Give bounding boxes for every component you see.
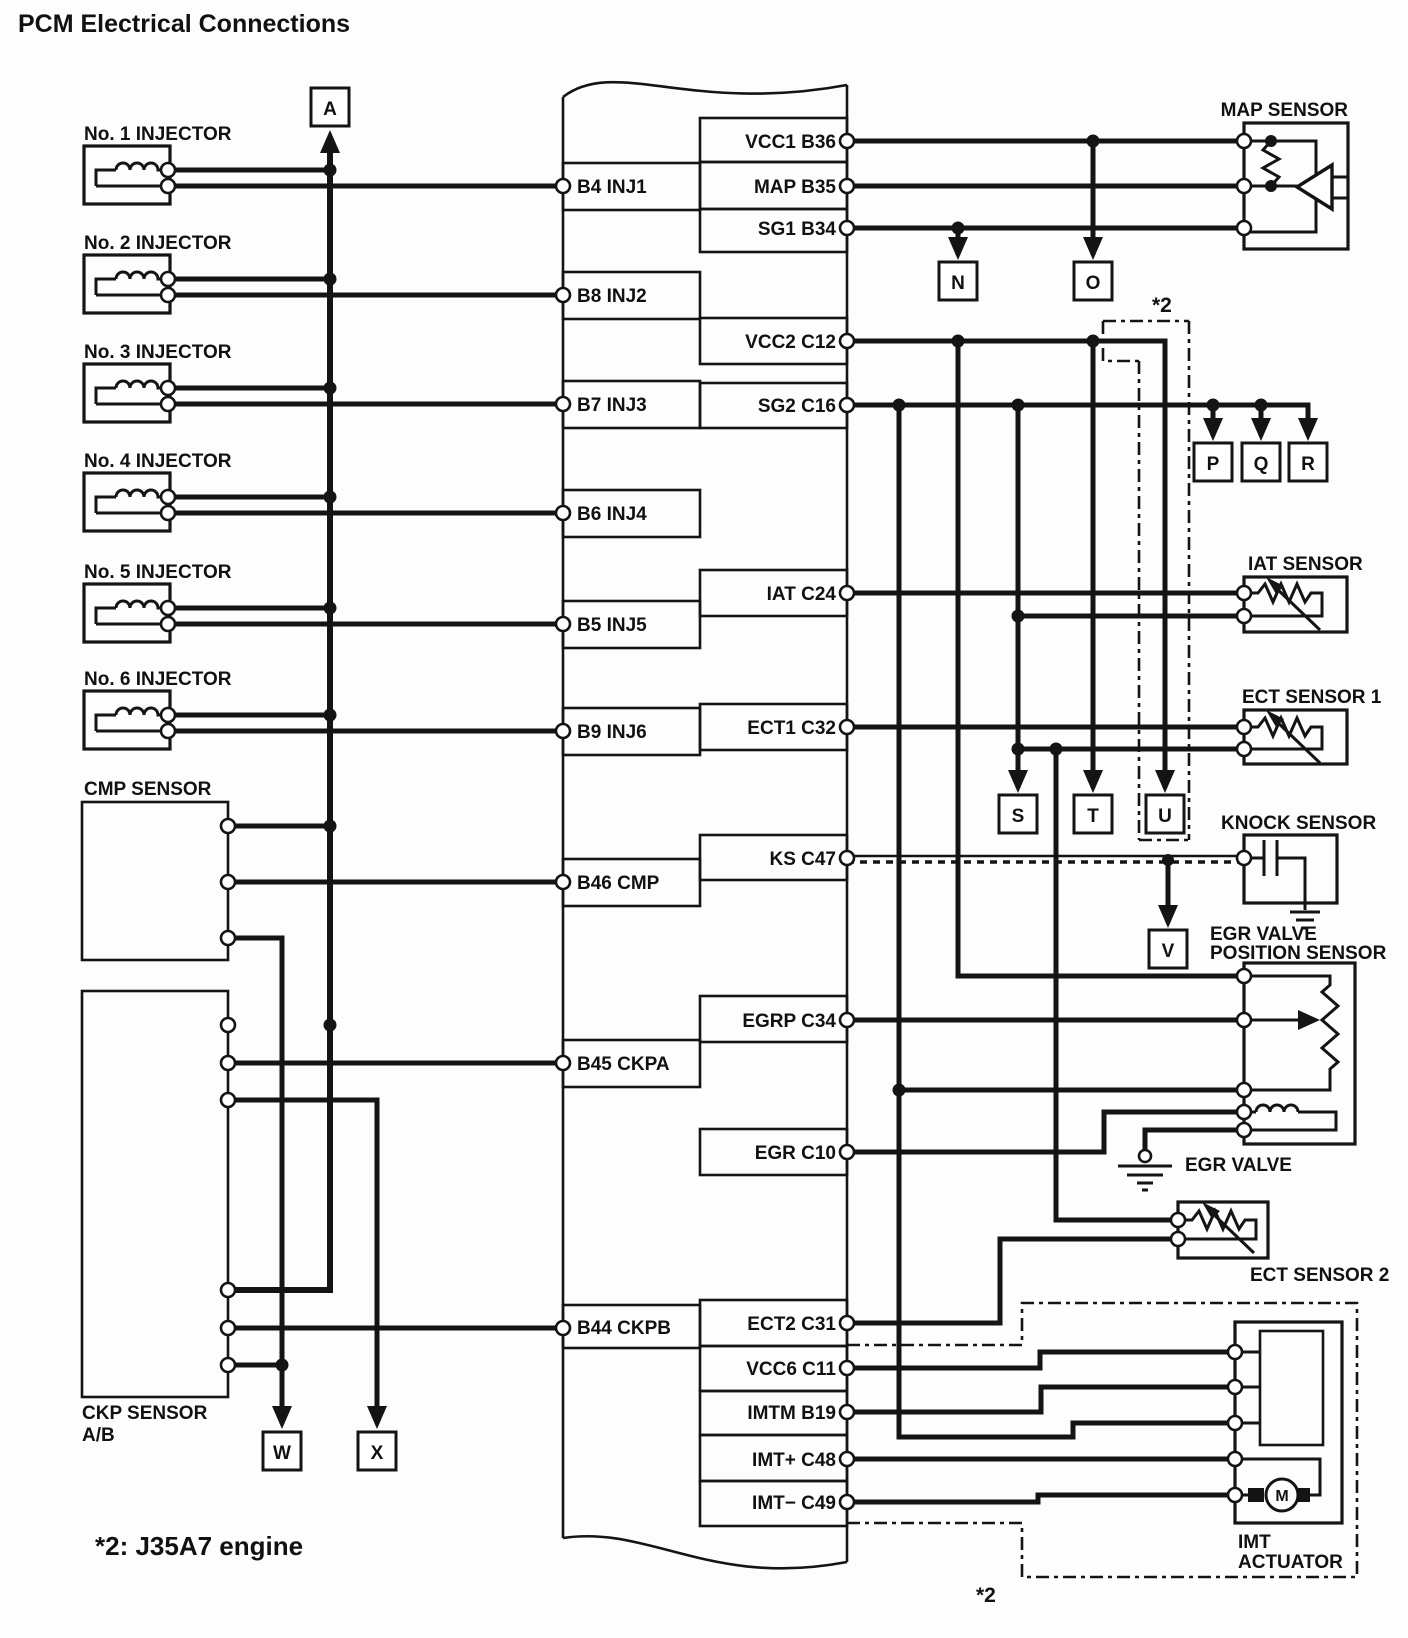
pcm-top-tear [563,82,847,97]
connector-T: T [1087,806,1099,827]
terminal-egr [840,1145,854,1159]
egr-valve-terminal [1237,1105,1251,1119]
imt-actuator-label-2: ACTUATOR [1238,1552,1343,1573]
wire-vcc6-c11 [847,1352,1235,1368]
inj-terminal [161,288,175,302]
imt-terminal [1228,1380,1242,1394]
junction [1207,399,1220,412]
egrp-wiper-arrowhead [1298,1010,1320,1030]
map-resistor-icon [1263,141,1279,186]
wire-imt-minus-c49 [847,1495,1235,1502]
junction [324,1019,337,1032]
map-terminal [1237,221,1251,235]
dashed-box-imt [847,1303,1357,1577]
arrow-to-T [1083,770,1103,793]
ect2-thermistor-icon [1185,1211,1256,1239]
connector-A: A [323,99,337,120]
junction [1012,610,1025,623]
junction [324,382,337,395]
pin-label-sg1-b34: SG1 B34 [757,219,836,240]
arrowheads [272,130,1318,1429]
egr-ground-symbol [1118,1150,1172,1190]
egr-position-valve-box [1244,963,1355,1144]
inj6-coil-icon [96,708,168,731]
injector-5-label: No. 5 INJECTOR [84,562,232,583]
egrp-terminal [1237,969,1251,983]
ect1-terminal [1237,720,1251,734]
pin-label-b5-inj5: B5 INJ5 [577,615,647,636]
terminal-imt-minus [840,1495,854,1509]
connector-S: S [1011,806,1025,827]
junction [324,709,337,722]
connector-O: O [1085,273,1101,294]
terminal-vcc6 [840,1361,854,1375]
inj-terminal [161,272,175,286]
inj-terminal [161,601,175,615]
imt-actuator-core [1260,1331,1323,1445]
wire-vcc2-egrp-feed [958,341,1244,976]
egrp-pot-icon [1249,976,1338,1090]
egr-position-label-1: EGR VALVE [1210,924,1317,945]
pin-label-map-b35: MAP B35 [753,177,836,198]
injector-6-label: No. 6 INJECTOR [84,669,232,690]
wires [168,141,1308,1502]
iat-sensor-label: IAT SENSOR [1248,554,1363,575]
junction [324,820,337,833]
inj1-coil-icon [96,163,168,186]
inj-terminal [161,163,175,177]
imt-motor-letter: M [1275,1488,1289,1505]
ect2-terminal [1171,1213,1185,1227]
pin-label-b8-inj2: B8 INJ2 [577,286,647,307]
cmp-terminal [221,931,235,945]
junction [276,1359,289,1372]
inj-terminal [161,381,175,395]
wire-imtm-b19 [847,1387,1235,1412]
terminal-ect1 [840,720,854,734]
pin-label-b46-cmp: B46 CMP [577,873,660,894]
connector-X: X [370,1443,384,1464]
connector-U: U [1158,806,1172,827]
knock-sensor-internals [1249,840,1320,928]
inj4-coil-icon [96,490,168,513]
page-title: PCM Electrical Connections [18,10,351,38]
junction [1012,399,1025,412]
junction [324,273,337,286]
pin-label-b4-inj1: B4 INJ1 [577,177,647,198]
arrow-to-O [1083,237,1103,260]
egr-ground-bars [1118,1166,1172,1190]
pin-label-egrp-c34: EGRP C34 [742,1011,836,1032]
wire-egr-valve-ground [1145,1130,1244,1150]
arrow-to-W [272,1406,292,1429]
iat-terminal [1237,586,1251,600]
pin-label-b44-ckpb: B44 CKPB [577,1318,671,1339]
inj3-coil-icon [96,381,168,404]
junction [952,335,965,348]
arrow-to-V [1158,905,1178,928]
pin-label-vcc1-b36: VCC1 B36 [745,132,836,153]
inj-terminal [161,397,175,411]
imt-terminal [1228,1488,1242,1502]
junction [1255,399,1268,412]
junction [1087,335,1100,348]
cmp-sensor-label: CMP SENSOR [84,779,212,800]
inj-terminal [161,724,175,738]
map-output-stubs [1332,177,1347,198]
knock-terminal [1237,851,1251,865]
junction [952,222,965,235]
terminal-b5 [556,617,570,631]
arrow-to-N [948,237,968,260]
terminal-imt-plus [840,1452,854,1466]
terminal-b46 [556,875,570,889]
pin-label-imtm-b19: IMTM B19 [747,1403,836,1424]
junction [893,399,906,412]
pin-label-iat-c24: IAT C24 [766,584,836,605]
junction [324,602,337,615]
pin-label-b9-inj6: B9 INJ6 [577,722,647,743]
map-junction-1 [1265,135,1277,147]
terminal-b6 [556,506,570,520]
star2-top-label: *2 [1152,294,1172,317]
terminal-vcc2 [840,334,854,348]
arrow-to-A [320,130,340,153]
iat-terminal [1237,609,1251,623]
arrow-to-U [1155,770,1175,793]
imt-terminal [1228,1345,1242,1359]
inj5-coil-icon [96,601,168,624]
ect2-terminal [1171,1232,1185,1246]
terminal-b44 [556,1321,570,1335]
wire-cmp-ckp-ground-W [228,938,282,1424]
wire-ground-chain-899 [899,405,1235,1437]
imt-terminal [1228,1452,1242,1466]
inj-terminal [161,179,175,193]
pin-label-vcc2-c12: VCC2 C12 [745,332,836,353]
egr-position-label-2: POSITION SENSOR [1210,943,1387,964]
terminal-vcc1 [840,134,854,148]
map-terminal [1237,179,1251,193]
pin-label-imt-minus-c49: IMT− C49 [752,1493,836,1514]
egr-valve-label: EGR VALVE [1185,1155,1292,1176]
imt-actuator-label-1: IMT [1238,1532,1271,1553]
arrow-to-R [1298,418,1318,441]
dashed-channel-vcc2-u [1103,321,1189,840]
egr-valve-coil-icon [1249,1105,1336,1130]
iat-sensor-internals [1249,577,1322,630]
arrow-to-Q [1251,418,1271,441]
arrow-to-S [1008,770,1028,793]
ckp-terminal [221,1056,235,1070]
injector-3-label: No. 3 INJECTOR [84,342,232,363]
cmp-terminal [221,875,235,889]
footnote: *2: J35A7 engine [95,1531,304,1561]
imt-motor-block-left [1248,1488,1264,1502]
ect1-terminal [1237,742,1251,756]
ect2-sensor-label: ECT SENSOR 2 [1250,1265,1390,1286]
terminal-ks [840,851,854,865]
imt-actuator-internals [1235,1352,1320,1511]
inj-terminal [161,490,175,504]
pcm-bottom-tear [563,1536,847,1568]
ect2-thermistor-arrow-line [1210,1211,1254,1253]
pin-label-sg2-c16: SG2 C16 [757,396,836,417]
injector-4-label: No. 4 INJECTOR [84,451,232,472]
inj-terminal [161,617,175,631]
map-sensor-label: MAP SENSOR [1220,100,1348,121]
injector-2-label: No. 2 INJECTOR [84,233,232,254]
egr-position-internals [1249,976,1338,1090]
knock-element-icon [1249,840,1305,910]
inj2-coil-icon [96,272,168,295]
terminal-sg1 [840,221,854,235]
junction [1087,135,1100,148]
egr-valve-terminal [1237,1123,1251,1137]
pin-label-b6-inj4: B6 INJ4 [577,504,647,525]
pin-label-ect1-c32: ECT1 C32 [747,718,836,739]
inj-terminal [161,506,175,520]
egrp-terminal [1237,1083,1251,1097]
knock-sensor-box [1244,835,1337,903]
junction [1012,743,1025,756]
connector-P: P [1206,454,1220,475]
ckp-terminal [221,1018,235,1032]
connector-N: N [951,273,965,294]
terminal-b7 [556,397,570,411]
terminal-ect2 [840,1316,854,1330]
pin-label-egr-c10: EGR C10 [754,1143,836,1164]
terminal-sg2 [840,398,854,412]
junction [1162,854,1174,866]
pin-label-vcc6-c11: VCC6 C11 [746,1359,836,1380]
iat-thermistor-icon [1249,584,1322,616]
terminal-b4 [556,179,570,193]
star2-bottom-label: *2 [976,1584,996,1607]
junction [893,1084,906,1097]
terminal-map [840,179,854,193]
terminal-imtm [840,1405,854,1419]
ect1-sensor-internals [1249,710,1322,763]
terminal-b8 [556,288,570,302]
map-sensor-internals [1249,135,1347,232]
pin-label-ect2-c31: ECT2 C31 [747,1314,836,1335]
ckp-terminal [221,1358,235,1372]
inj-terminal [161,708,175,722]
pin-label-b45-ckpa: B45 CKPA [577,1054,670,1075]
wire-sg2 [847,405,1308,436]
egr-ground-circle [1139,1150,1151,1162]
map-terminal [1237,134,1251,148]
pcm-left-pin-cells [563,163,700,1348]
cmp-terminal [221,819,235,833]
terminal-b9 [556,724,570,738]
cmp-sensor-box [82,802,228,960]
connector-V: V [1161,941,1175,962]
junction-dots [276,135,1268,1372]
wire-ckp-X [228,1100,377,1424]
ckp-terminal [221,1093,235,1107]
knock-sensor-label: KNOCK SENSOR [1221,813,1377,834]
junction [324,164,337,177]
connector-W: W [273,1443,291,1464]
imt-terminal [1228,1416,1242,1430]
ckp-sensor-label-2: A/B [82,1425,115,1446]
pin-label-imt-plus-c48: IMT+ C48 [752,1450,836,1471]
junction [324,491,337,504]
ckp-sensor-label-1: CKP SENSOR [82,1403,208,1424]
terminal-iat [840,586,854,600]
injector-1-label: No. 1 INJECTOR [84,124,232,145]
terminal-b45 [556,1056,570,1070]
map-junction-2 [1265,180,1277,192]
connector-Q: Q [1253,454,1269,475]
ect2-sensor-internals [1185,1202,1256,1253]
ckp-terminal [221,1321,235,1335]
arrow-to-X [367,1406,387,1429]
terminal-egrp [840,1013,854,1027]
pin-label-ks-c47: KS C47 [769,849,836,870]
ect1-sensor-label: ECT SENSOR 1 [1242,687,1382,708]
ect1-thermistor-icon [1249,718,1322,749]
junction [1050,743,1063,756]
pin-label-b7-inj3: B7 INJ3 [577,395,647,416]
ckp-terminal [221,1283,235,1297]
arrow-to-P [1203,418,1223,441]
egrp-terminal [1237,1013,1251,1027]
connector-R: R [1301,454,1315,475]
ckp-sensor-box [82,991,228,1397]
